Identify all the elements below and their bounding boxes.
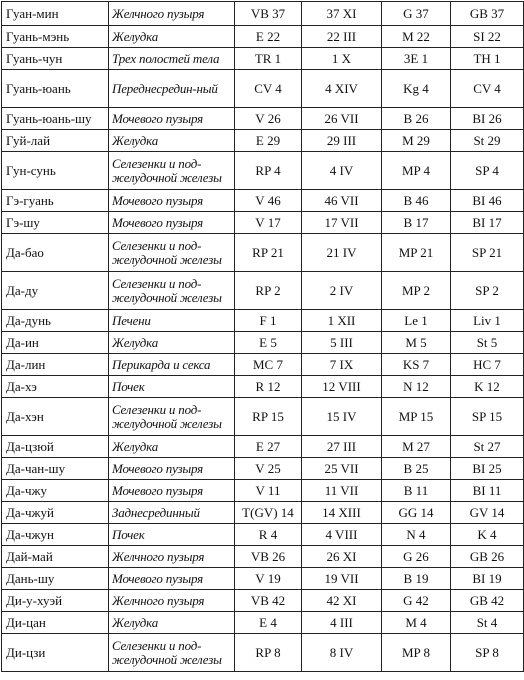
cell-code-roman: 12 VIII (302, 376, 382, 398)
cell-code-english: SP 8 (451, 634, 524, 672)
cell-code-roman: 8 IV (302, 634, 382, 672)
cell-code-german: N 4 (382, 524, 451, 546)
cell-code-english: HC 7 (451, 354, 524, 376)
table-row (2, 376, 524, 398)
table-row (2, 502, 524, 524)
cell-code-english: BI 46 (451, 190, 524, 212)
cell-code-german: M 27 (382, 436, 451, 458)
cell-code-french: V 25 (235, 458, 302, 480)
table-row (2, 152, 524, 190)
table-row (2, 480, 524, 502)
cell-meridian: Мочевого пузыря (109, 480, 235, 502)
cell-code-roman: 14 XIII (302, 502, 382, 524)
cell-code-german: Le 1 (382, 310, 451, 332)
cell-code-french: T(GV) 14 (235, 502, 302, 524)
cell-code-german: MP 2 (382, 272, 451, 310)
cell-code-german: B 25 (382, 458, 451, 480)
table-row (2, 2, 524, 26)
cell-code-english: SP 2 (451, 272, 524, 310)
cell-code-french: TR 1 (235, 48, 302, 70)
cell-meridian: Селезенки и под-желудочной железы (109, 272, 235, 310)
table-row (2, 310, 524, 332)
cell-code-french: R 12 (235, 376, 302, 398)
cell-meridian: Мочевого пузыря (109, 190, 235, 212)
cell-code-french: V 11 (235, 480, 302, 502)
cell-meridian: Желудка (109, 436, 235, 458)
cell-code-english: K 4 (451, 524, 524, 546)
cell-code-roman: 1 X (302, 48, 382, 70)
cell-code-roman: 42 XI (302, 590, 382, 612)
cell-code-german: 3E 1 (382, 48, 451, 70)
cell-meridian: Желчного пузыря (109, 546, 235, 568)
cell-code-roman: 17 VII (302, 212, 382, 234)
cell-code-roman: 25 VII (302, 458, 382, 480)
cell-meridian: Желудка (109, 612, 235, 634)
cell-code-french: RP 8 (235, 634, 302, 672)
cell-code-french: E 27 (235, 436, 302, 458)
cell-code-english: St 29 (451, 130, 524, 152)
table-row (2, 26, 524, 48)
cell-code-roman: 4 VIII (302, 524, 382, 546)
cell-code-german: M 22 (382, 26, 451, 48)
table-row (2, 612, 524, 634)
cell-code-french: E 5 (235, 332, 302, 354)
cell-point-name: Ди-цзи (2, 634, 109, 672)
cell-code-french: V 46 (235, 190, 302, 212)
cell-code-german: B 19 (382, 568, 451, 590)
cell-code-english: St 27 (451, 436, 524, 458)
cell-point-name: Да-чжу (2, 480, 109, 502)
cell-code-roman: 26 VII (302, 108, 382, 130)
cell-code-french: VB 42 (235, 590, 302, 612)
table-row (2, 212, 524, 234)
cell-code-french: E 29 (235, 130, 302, 152)
cell-code-german: B 11 (382, 480, 451, 502)
cell-point-name: Гуан-мин (2, 2, 109, 26)
table-row (2, 108, 524, 130)
cell-meridian: Мочевого пузыря (109, 108, 235, 130)
cell-code-german: M 29 (382, 130, 451, 152)
cell-point-name: Гуань-чун (2, 48, 109, 70)
cell-point-name: Гуань-юань-шу (2, 108, 109, 130)
cell-code-english: BI 19 (451, 568, 524, 590)
cell-point-name: Да-ин (2, 332, 109, 354)
cell-code-french: V 19 (235, 568, 302, 590)
cell-point-name: Да-ду (2, 272, 109, 310)
cell-code-german: MP 8 (382, 634, 451, 672)
cell-code-roman: 4 IV (302, 152, 382, 190)
cell-code-german: MP 4 (382, 152, 451, 190)
cell-point-name: Да-бао (2, 234, 109, 272)
table-row (2, 48, 524, 70)
cell-point-name: Да-дунь (2, 310, 109, 332)
cell-point-name: Гуй-лай (2, 130, 109, 152)
cell-code-english: St 5 (451, 332, 524, 354)
cell-meridian: Переднесредин-ный (109, 70, 235, 108)
acupuncture-points-table (1, 1, 524, 672)
cell-code-english: CV 4 (451, 70, 524, 108)
table-row (2, 546, 524, 568)
cell-meridian: Желудка (109, 130, 235, 152)
cell-meridian: Трех полостей тела (109, 48, 235, 70)
cell-code-roman: 11 VII (302, 480, 382, 502)
cell-code-german: M 4 (382, 612, 451, 634)
cell-code-french: F 1 (235, 310, 302, 332)
table-row (2, 234, 524, 272)
cell-code-english: GB 42 (451, 590, 524, 612)
cell-code-english: TH 1 (451, 48, 524, 70)
cell-code-roman: 15 IV (302, 398, 382, 436)
cell-code-german: B 26 (382, 108, 451, 130)
cell-code-german: B 46 (382, 190, 451, 212)
cell-code-roman: 21 IV (302, 234, 382, 272)
cell-point-name: Да-чжуй (2, 502, 109, 524)
table-row (2, 354, 524, 376)
table-row (2, 332, 524, 354)
cell-code-english: SI 22 (451, 26, 524, 48)
cell-code-french: R 4 (235, 524, 302, 546)
cell-point-name: Гуань-мэнь (2, 26, 109, 48)
cell-meridian: Почек (109, 524, 235, 546)
cell-code-english: GB 37 (451, 2, 524, 26)
cell-code-roman: 4 III (302, 612, 382, 634)
cell-code-roman: 26 XI (302, 546, 382, 568)
table-row (2, 398, 524, 436)
cell-point-name: Да-цзюй (2, 436, 109, 458)
cell-code-roman: 5 III (302, 332, 382, 354)
cell-point-name: Гун-сунь (2, 152, 109, 190)
cell-meridian: Желудка (109, 26, 235, 48)
cell-code-french: VB 26 (235, 546, 302, 568)
cell-code-english: BI 25 (451, 458, 524, 480)
cell-code-german: KS 7 (382, 354, 451, 376)
table-row (2, 70, 524, 108)
cell-point-name: Ди-цан (2, 612, 109, 634)
cell-code-roman: 46 VII (302, 190, 382, 212)
cell-meridian: Перикарда и секса (109, 354, 235, 376)
cell-code-roman: 19 VII (302, 568, 382, 590)
cell-code-german: B 17 (382, 212, 451, 234)
cell-code-english: BI 26 (451, 108, 524, 130)
cell-code-french: E 22 (235, 26, 302, 48)
cell-meridian: Селезенки и под-желудочной железы (109, 152, 235, 190)
cell-code-french: V 17 (235, 212, 302, 234)
cell-point-name: Гэ-гуань (2, 190, 109, 212)
cell-code-german: Kg 4 (382, 70, 451, 108)
table-row (2, 568, 524, 590)
cell-code-roman: 4 XIV (302, 70, 382, 108)
cell-code-french: E 4 (235, 612, 302, 634)
cell-code-english: BI 17 (451, 212, 524, 234)
cell-point-name: Да-чан-шу (2, 458, 109, 480)
cell-point-name: Гуань-юань (2, 70, 109, 108)
cell-meridian: Селезенки и под-желудочной железы (109, 234, 235, 272)
cell-code-german: MP 15 (382, 398, 451, 436)
cell-code-english: BI 11 (451, 480, 524, 502)
cell-code-english: GV 14 (451, 502, 524, 524)
cell-code-english: Liv 1 (451, 310, 524, 332)
cell-meridian: Желчного пузыря (109, 590, 235, 612)
cell-meridian: Желчного пузыря (109, 2, 235, 26)
cell-code-english: GB 26 (451, 546, 524, 568)
cell-meridian: Желудка (109, 332, 235, 354)
cell-meridian: Мочевого пузыря (109, 212, 235, 234)
cell-code-german: N 12 (382, 376, 451, 398)
cell-code-german: G 26 (382, 546, 451, 568)
cell-meridian: Мочевого пузыря (109, 568, 235, 590)
cell-meridian: Мочевого пузыря (109, 458, 235, 480)
cell-code-german: MP 21 (382, 234, 451, 272)
cell-point-name: Гэ-шу (2, 212, 109, 234)
table-row (2, 458, 524, 480)
cell-point-name: Да-лин (2, 354, 109, 376)
cell-code-roman: 27 III (302, 436, 382, 458)
cell-code-french: RP 4 (235, 152, 302, 190)
cell-point-name: Дань-шу (2, 568, 109, 590)
table-row (2, 436, 524, 458)
cell-code-german: G 37 (382, 2, 451, 26)
cell-code-roman: 29 III (302, 130, 382, 152)
cell-meridian: Заднесрединный (109, 502, 235, 524)
cell-code-english: K 12 (451, 376, 524, 398)
cell-point-name: Ди-у-хуэй (2, 590, 109, 612)
table-body (2, 2, 524, 672)
cell-code-german: GG 14 (382, 502, 451, 524)
cell-meridian: Печени (109, 310, 235, 332)
cell-code-french: RP 21 (235, 234, 302, 272)
table-row (2, 130, 524, 152)
cell-meridian: Селезенки и под-желудочной железы (109, 634, 235, 672)
cell-code-french: RP 15 (235, 398, 302, 436)
table-row (2, 524, 524, 546)
cell-point-name: Да-хэ (2, 376, 109, 398)
cell-code-roman: 1 XII (302, 310, 382, 332)
cell-code-roman: 7 IX (302, 354, 382, 376)
cell-code-roman: 2 IV (302, 272, 382, 310)
cell-code-french: V 26 (235, 108, 302, 130)
cell-code-english: SP 21 (451, 234, 524, 272)
table-row (2, 590, 524, 612)
cell-code-english: St 4 (451, 612, 524, 634)
table-row (2, 634, 524, 672)
cell-code-english: SP 15 (451, 398, 524, 436)
cell-point-name: Да-чжун (2, 524, 109, 546)
cell-code-german: M 5 (382, 332, 451, 354)
cell-code-french: VB 37 (235, 2, 302, 26)
cell-code-french: RP 2 (235, 272, 302, 310)
cell-point-name: Да-хэн (2, 398, 109, 436)
cell-point-name: Дай-май (2, 546, 109, 568)
cell-code-roman: 37 XI (302, 2, 382, 26)
cell-code-roman: 22 III (302, 26, 382, 48)
cell-code-french: MC 7 (235, 354, 302, 376)
cell-meridian: Селезенки и под-желудочной железы (109, 398, 235, 436)
cell-code-german: G 42 (382, 590, 451, 612)
cell-meridian: Почек (109, 376, 235, 398)
cell-code-french: CV 4 (235, 70, 302, 108)
table-row (2, 190, 524, 212)
table-row (2, 272, 524, 310)
cell-code-english: SP 4 (451, 152, 524, 190)
